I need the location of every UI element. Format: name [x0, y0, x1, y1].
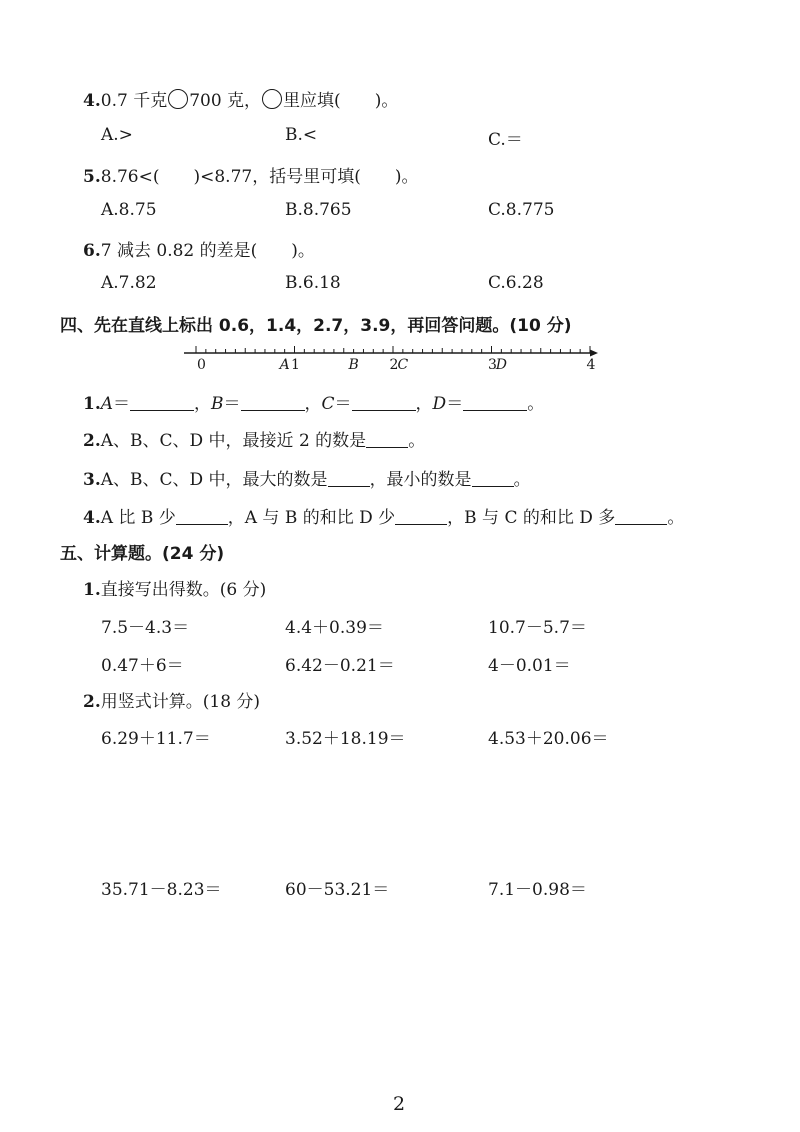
option-c[interactable]: C.8.775: [488, 200, 555, 220]
question-text-part3: 里应填( )。: [283, 91, 399, 111]
number-line: [180, 340, 610, 380]
vertical-calc-item: 60－53.21＝: [285, 880, 390, 900]
option-b[interactable]: B.<: [285, 125, 318, 145]
answer-blank-a[interactable]: [130, 410, 194, 411]
section4-question-1: [83, 389, 544, 414]
calc-item: 6.42－0.21＝: [285, 656, 395, 676]
part-title: 直接写出得数。(6 分): [100, 580, 267, 600]
number-line-labels: [197, 357, 596, 373]
blank-circle[interactable]: [168, 89, 188, 109]
vertical-calc-item: 3.52＋18.19＝: [285, 729, 406, 749]
option-b[interactable]: B.6.18: [285, 273, 341, 293]
answer-blank-b[interactable]: [241, 410, 305, 411]
question-number: 6.: [83, 241, 101, 261]
equals-sign: ＝: [334, 394, 352, 414]
number-line-label: 4: [586, 357, 596, 373]
question-text-part1: A 比 B 少: [100, 508, 176, 528]
question-number: 2.: [83, 692, 101, 712]
part-title: 用竖式计算。(18 分): [100, 692, 261, 712]
answer-blank-max[interactable]: [328, 486, 370, 487]
vertical-calc-item: 7.1－0.98＝: [488, 880, 587, 900]
option-a[interactable]: A.>: [101, 125, 133, 145]
section4-question-4: [83, 503, 684, 528]
end-mark: 。: [408, 431, 426, 451]
question-text: 8.76<( )<8.77，括号里可填( )。: [100, 167, 419, 187]
end-mark: 。: [513, 470, 531, 490]
answer-blank-d[interactable]: [463, 410, 527, 411]
section5-part-2: [83, 687, 260, 712]
answer-blank[interactable]: [366, 447, 408, 448]
option-c[interactable]: C.＝: [488, 130, 523, 150]
question-number: 1.: [83, 394, 101, 414]
separator: ，: [415, 394, 433, 414]
option-a[interactable]: A.7.82: [101, 273, 157, 293]
vertical-calc-item: 4.53＋20.06＝: [488, 729, 609, 749]
vertical-calc-item: 6.29＋11.7＝: [101, 729, 211, 749]
number-line-label: 3: [488, 357, 497, 373]
question-text-part2: ，最小的数是: [369, 470, 472, 490]
question-text-part3: ，B 与 C 的和比 D 多: [447, 508, 616, 528]
calc-item: 4.4＋0.39＝: [285, 618, 384, 638]
number-line-label: 1: [291, 357, 300, 373]
question-number: 2.: [83, 431, 101, 451]
label-d: D: [432, 394, 447, 414]
number-line-label: 0: [197, 357, 206, 373]
section4-question-2: [83, 426, 425, 451]
question-text-part1: A、B、C、D 中，最大的数是: [100, 470, 328, 490]
number-line-point-d: D: [495, 357, 507, 373]
calc-item: 0.47＋6＝: [101, 656, 184, 676]
separator: ，: [304, 394, 322, 414]
label-c: C: [321, 394, 335, 414]
option-c[interactable]: C.6.28: [488, 273, 544, 293]
calc-item: 10.7－5.7＝: [488, 618, 587, 638]
question-text-part2: 700 克，: [189, 91, 262, 111]
section4-question-3: [83, 465, 531, 490]
calc-item: 4－0.01＝: [488, 656, 571, 676]
section-5-heading: 五、计算题。(24 分): [60, 544, 225, 564]
section5-part-1: [83, 575, 266, 600]
question-number: 4.: [83, 91, 101, 111]
question-number: 3.: [83, 470, 101, 490]
answer-blank-1[interactable]: [176, 524, 228, 525]
answer-blank-3[interactable]: [615, 524, 667, 525]
section-4-heading: 四、先在直线上标出 0.6，1.4，2.7，3.9，再回答问题。(10 分): [60, 316, 572, 336]
question-4: [83, 86, 398, 111]
separator: ，: [194, 394, 212, 414]
number-line-ticks: [184, 346, 598, 357]
blank-circle: [262, 89, 282, 109]
question-number: 4.: [83, 508, 101, 528]
answer-blank-2[interactable]: [395, 524, 447, 525]
option-b[interactable]: B.8.765: [285, 200, 352, 220]
label-a: A: [100, 394, 114, 414]
equals-sign: ＝: [113, 394, 131, 414]
question-text-part1: 0.7 千克: [100, 91, 168, 111]
question-number: 1.: [83, 580, 101, 600]
number-line-point-c: C: [397, 357, 409, 373]
question-5: [83, 162, 418, 187]
number-line-point-a: A: [279, 357, 290, 373]
answer-blank-min[interactable]: [472, 486, 514, 487]
question-text: A、B、C、D 中，最接近 2 的数是: [100, 431, 367, 451]
question-6: [83, 236, 315, 261]
end-mark: 。: [667, 508, 685, 528]
answer-blank-c[interactable]: [352, 410, 416, 411]
equals-sign: ＝: [223, 394, 241, 414]
number-line-arrow: [590, 350, 598, 357]
number-line-label: 2: [389, 357, 399, 373]
question-text: 7 减去 0.82 的差是( )。: [100, 241, 315, 261]
equals-sign: ＝: [446, 394, 464, 414]
end-mark: 。: [527, 394, 545, 414]
label-b: B: [211, 394, 224, 414]
calc-item: 7.5－4.3＝: [101, 618, 190, 638]
number-line-point-b: B: [348, 357, 359, 373]
question-number: 5.: [83, 167, 101, 187]
question-text-part2: ，A 与 B 的和比 D 少: [227, 508, 396, 528]
option-a[interactable]: A.8.75: [101, 200, 157, 220]
vertical-calc-item: 35.71－8.23＝: [101, 880, 222, 900]
page-number: 2: [393, 1093, 406, 1115]
